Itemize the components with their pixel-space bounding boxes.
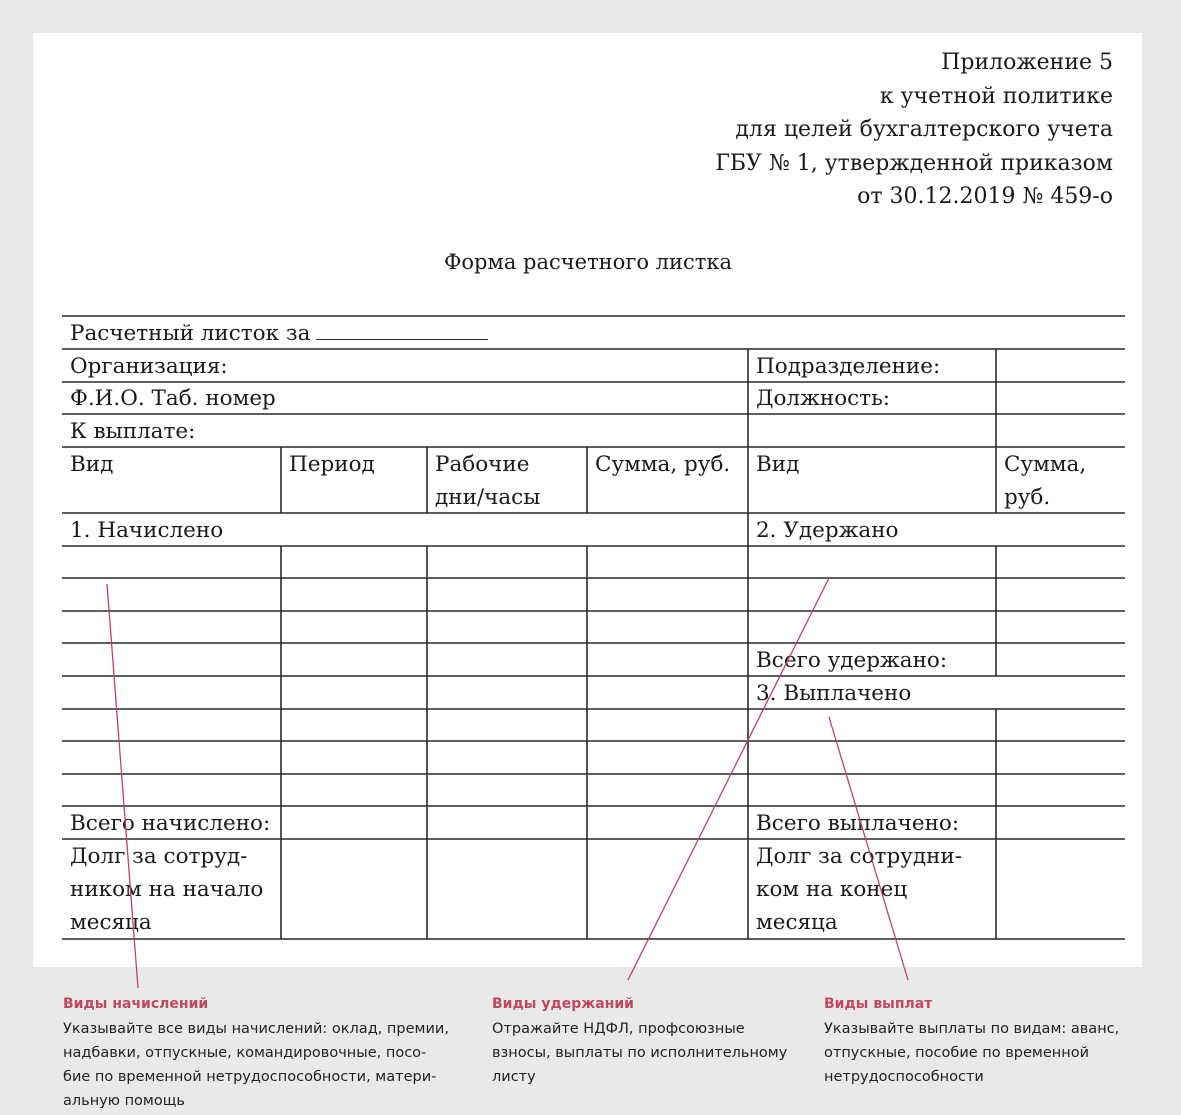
callout-line-payments [829, 717, 908, 980]
note-title: Виды начислений [63, 996, 209, 1012]
debt-end-line1: Долг за сотрудни- [756, 844, 963, 869]
debt-end-line3: месяца [756, 910, 838, 935]
department-label: Подразделение: [756, 354, 941, 379]
section-accrued: 1. Начислено [70, 518, 224, 543]
note-body [824, 1017, 1164, 1089]
total-paid-label: Всего выплачено: [756, 811, 960, 836]
appendix-line: для целей бухгалтерского учета [735, 117, 1113, 142]
position-label: Должность: [756, 386, 891, 411]
payslip-for-text: Расчетный листок за [70, 321, 311, 346]
column-header-amount-right-line1: Сумма, [1004, 452, 1087, 477]
appendix-line: от 30.12.2019 № 459-о [857, 184, 1113, 209]
appendix-line: Приложение 5 [941, 50, 1113, 75]
organization-label: Организация: [70, 354, 228, 379]
note-line: Указывайте все виды начислений: оклад, премии, [63, 1021, 449, 1037]
note-line: листу [492, 1069, 536, 1085]
appendix-line: к учетной политике [879, 83, 1113, 109]
column-header-period: Период [289, 452, 375, 477]
note-line: взносы, выплаты по исполнительному [492, 1045, 788, 1061]
callout-line-deductions [628, 578, 829, 980]
fio-label: Ф.И.О. Таб. номер [70, 386, 276, 411]
note-title: Виды удержаний [492, 996, 634, 1012]
debt-end-line2: ком на конец [756, 877, 908, 902]
to-pay-label: К выплате: [70, 419, 196, 444]
note-line: альную помощь [63, 1093, 185, 1109]
note-line: нетрудоспособности [824, 1069, 984, 1085]
debt-start-line2: ником на начало [70, 877, 264, 902]
total-withheld-label: Всего удержано: [756, 648, 948, 673]
note-line: бие по временной нетрудоспособности, матери- [63, 1069, 437, 1085]
column-header-workdays-line2: дни/часы [435, 485, 541, 510]
note-deductions [492, 994, 812, 1089]
section-paid: 3. Выплачено [756, 681, 912, 706]
note-line: отпускные, пособие по временной [824, 1045, 1090, 1061]
note-line: Указывайте выплаты по видам: аванс, [824, 1021, 1120, 1037]
note-line: Отражайте НДФЛ, профсоюзные [492, 1021, 745, 1037]
column-header-type-right: Вид [756, 452, 800, 477]
note-payments [824, 994, 1164, 1089]
column-header-amount: Сумма, руб. [595, 452, 731, 477]
column-header-workdays-line1: Рабочие [435, 452, 530, 477]
column-header-amount-right-line2: руб. [1004, 485, 1051, 510]
debt-start-line3: месяца [70, 910, 152, 935]
column-header-type: Вид [70, 452, 114, 477]
form-title: Форма расчетного листка [443, 250, 733, 274]
debt-start-line1: Долг за сотруд- [70, 844, 248, 869]
note-body [63, 1017, 483, 1113]
callout-line-accruals [107, 584, 138, 988]
note-accruals [63, 994, 483, 1113]
note-title: Виды выплат [824, 996, 933, 1012]
section-withheld: 2. Удержано [756, 518, 899, 543]
note-body [492, 1017, 812, 1089]
appendix-line: ГБУ № 1, утвержденной приказом [715, 150, 1113, 176]
note-line: надбавки, отпускные, командировочные, посо- [63, 1045, 427, 1061]
total-accrued-label: Всего начислено: [70, 811, 271, 836]
